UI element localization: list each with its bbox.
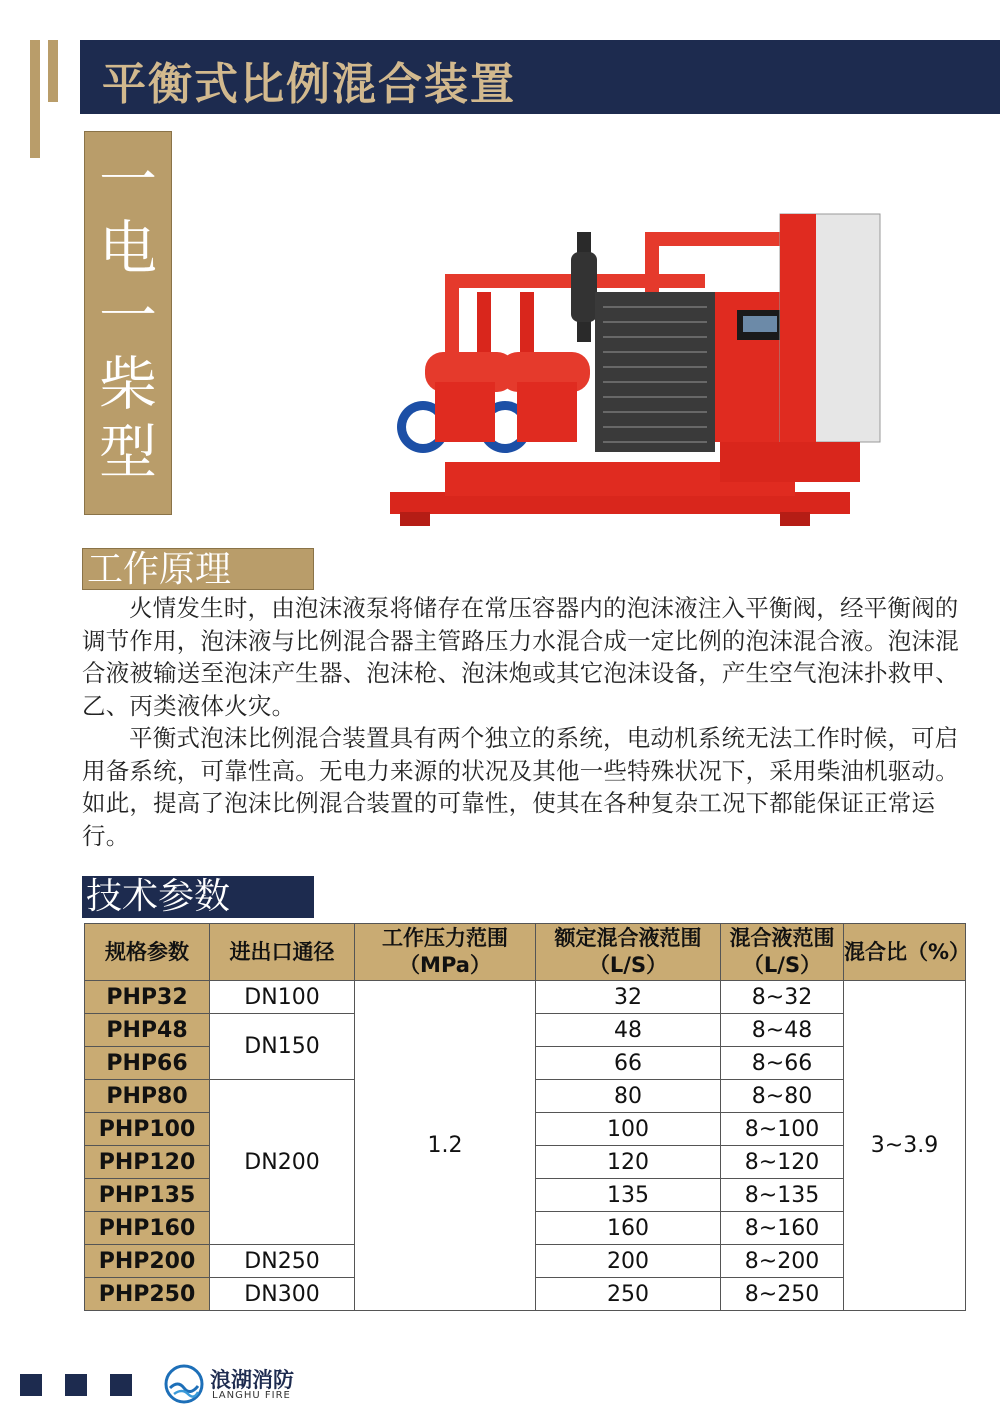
ratio-cell: 3~3.9	[844, 981, 966, 1311]
brand-name-en: LANGHU FIRE	[212, 1390, 291, 1401]
model-cell: PHP100	[85, 1113, 210, 1146]
range-cell: 8~200	[721, 1245, 844, 1278]
model-cell: PHP135	[85, 1179, 210, 1212]
model-cell: PHP48	[85, 1014, 210, 1047]
model-cell: PHP160	[85, 1212, 210, 1245]
diameter-cell: DN100	[210, 981, 355, 1014]
model-cell: PHP32	[85, 981, 210, 1014]
side-label: 一 电 一 柴 型	[98, 146, 157, 486]
table-header-row	[85, 924, 966, 981]
model-cell: PHP80	[85, 1080, 210, 1113]
model-cell: PHP200	[85, 1245, 210, 1278]
model-cell: PHP250	[85, 1278, 210, 1311]
model-cell: PHP120	[85, 1146, 210, 1179]
principle-paragraph-1: 火情发生时，由泡沫液泵将储存在常压容器内的泡沫液注入平衡阀，经平衡阀的调节作用，泡沫液与比例混合器主管路压力水混合成一定比例的泡沫混合液。泡沫混合液被输送至泡沫产生器、泡沫枪、泡沫炮或其它泡沫设备，产生空气泡沫扑救甲、乙、丙类液体火灾。	[82, 594, 959, 720]
principle-paragraph-2: 平衡式泡沫比例混合装置具有两个独立的系统，电动机系统无法工作时候，可启用备系统，可靠性高。无电力来源的状况及其他一些特殊状况下，采用柴油机驱动。如此，提高了泡沫比例混合装置的可靠性，使其在各种复杂工况下都能保证正常运行。	[82, 724, 959, 850]
range-cell: 8~32	[721, 981, 844, 1014]
header-model: 规格参数	[85, 924, 210, 981]
title-band	[80, 40, 1000, 114]
footer-square-3	[110, 1374, 132, 1396]
diameter-cell: DN250	[210, 1245, 355, 1278]
header-diameter: 进出口通径	[210, 924, 355, 981]
range-cell: 8~135	[721, 1179, 844, 1212]
wave-circle-logo-icon	[164, 1364, 204, 1404]
range-cell: 8~66	[721, 1047, 844, 1080]
decor-bar-2	[48, 40, 58, 102]
range-cell: 8~250	[721, 1278, 844, 1311]
range-cell: 8~160	[721, 1212, 844, 1245]
pump-unit-image	[385, 212, 885, 538]
specs-heading: 技术参数	[82, 876, 314, 918]
footer-square-2	[65, 1374, 87, 1396]
range-cell: 8~120	[721, 1146, 844, 1179]
pressure-cell: 1.2	[355, 981, 536, 1311]
rated-cell: 48	[536, 1014, 721, 1047]
rated-cell: 160	[536, 1212, 721, 1245]
rated-cell: 100	[536, 1113, 721, 1146]
header-ratio: 混合比（%）	[844, 924, 966, 981]
footer-square-1	[20, 1374, 42, 1396]
header-pressure: 工作压力范围（MPa）	[355, 924, 536, 981]
diameter-cell: DN300	[210, 1278, 355, 1311]
rated-cell: 66	[536, 1047, 721, 1080]
brand-name-cn: 浪湖消防	[210, 1368, 294, 1392]
page-title: 平衡式比例混合装置	[102, 59, 516, 110]
rated-cell: 32	[536, 981, 721, 1014]
specs-table	[84, 923, 971, 1311]
principle-heading: 工作原理	[82, 548, 314, 590]
rated-cell: 80	[536, 1080, 721, 1113]
range-cell: 8~80	[721, 1080, 844, 1113]
diameter-cell: DN150	[210, 1014, 355, 1080]
rated-cell: 250	[536, 1278, 721, 1311]
rated-cell: 120	[536, 1146, 721, 1179]
side-label-box	[84, 131, 172, 515]
rated-cell: 200	[536, 1245, 721, 1278]
decor-bar-1	[30, 40, 40, 158]
range-cell: 8~48	[721, 1014, 844, 1047]
table-row	[85, 981, 966, 1014]
header-rated: 额定混合液范围（L/S）	[536, 924, 721, 981]
range-cell: 8~100	[721, 1113, 844, 1146]
model-cell: PHP66	[85, 1047, 210, 1080]
diameter-cell: DN200	[210, 1080, 355, 1245]
header-range: 混合液范围（L/S）	[721, 924, 844, 981]
rated-cell: 135	[536, 1179, 721, 1212]
